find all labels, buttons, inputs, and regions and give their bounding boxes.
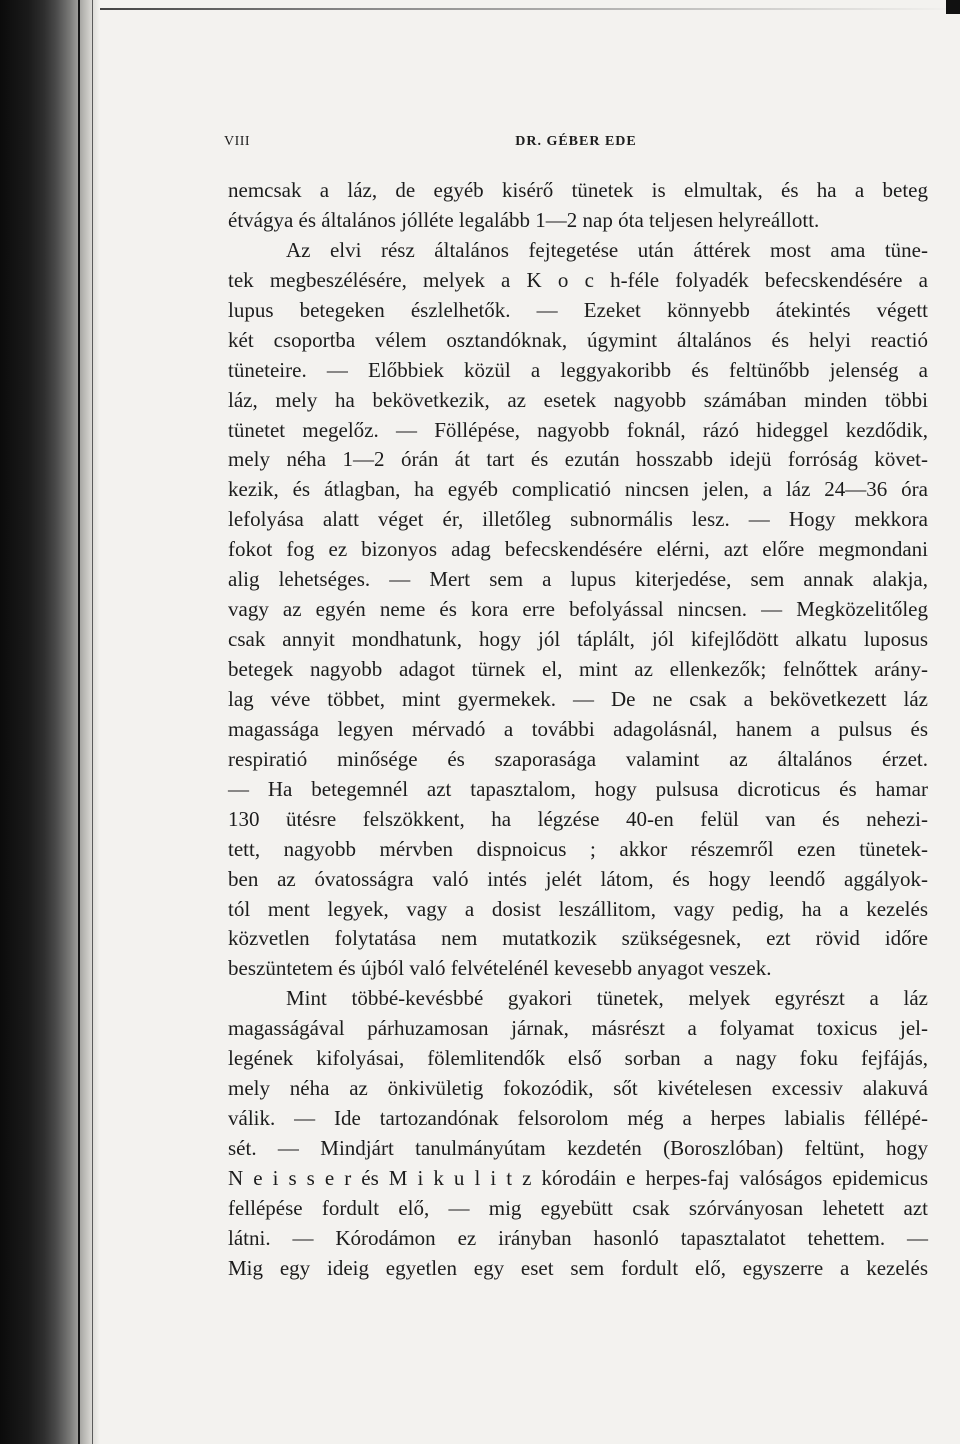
- page-top-edge: [100, 8, 960, 10]
- scan-corner: [946, 0, 960, 14]
- text-line: Az elvi rész általános fejtegetése után áttérek most ama tüne-: [286, 237, 928, 262]
- text-line: N e i s s e r és M i k u l i t z kórodáin e herpes-faj valóságos epidemicus: [228, 1165, 928, 1190]
- text-line: láz, mely ha bekövetkezik, az esetek nagyobb számában minden többi: [228, 387, 928, 412]
- text-line: magassága legyen mérvadó a további adagolásnál, hanem a pulsus és: [228, 716, 928, 741]
- running-head: [224, 134, 928, 154]
- text-line: fellépése fordult elő, — mig egyebütt csak szórványosan lehetett azt: [228, 1195, 928, 1220]
- text-line: Mint többé-kevésbbé gyakori tünetek, melyek egyrészt a láz: [286, 986, 928, 1011]
- text-line: Mig egy ideig egyetlen egy eset sem fordult elő, egyszerre a kezelés: [228, 1255, 928, 1280]
- text-line: legének kifolyásai, fölemlitendők első sorban a nagy foku fejfájás,: [228, 1046, 928, 1071]
- text-line: látni. — Kórodámon ez irányban hasonló tapasztalatot tehettem. —: [228, 1225, 928, 1250]
- text-line: csak annyit mondhatunk, hogy jól táplált, jól kifejlődött alkatu luposus: [228, 627, 928, 652]
- text-line: — Ha betegemnél azt tapasztalom, hogy pulsusa dicroticus és hamar: [228, 776, 928, 801]
- running-head-author: DR. GÉBER EDE: [515, 134, 637, 149]
- text-line: lefolyása alatt véget ér, illetőleg subnormális lesz. — Hogy mekkora: [228, 507, 928, 532]
- text-line: sét. — Mindjárt tanulmányútam kezdetén (Boroszlóban) feltünt, hogy: [228, 1136, 928, 1160]
- text-line: tünetet megelőz. — Föllépése, nagyobb foknál, rázó hideggel kezdődik,: [228, 417, 928, 442]
- text-line: alig lehetséges. — Mert sem a lupus kiterjedése, sem annak alakja,: [228, 567, 928, 592]
- book-binding-shadow: [0, 0, 100, 1444]
- text-line: betegek nagyobb adagot türnek el, mint az ellenkezők; felnőttek arány-: [228, 657, 928, 681]
- text-line: válik. — Ide tartozandónak felsorolom még a herpes labialis féllépé-: [228, 1106, 928, 1131]
- text-line: tüneteire. — Előbbiek közül a leggyakoribb és feltünőbb jelenség a: [228, 357, 928, 382]
- text-line: ben az óvatosságra való intés jelét látom, és hogy leendő aggályok-: [228, 866, 928, 891]
- text-line: két csoportba vélem osztandóknak, úgymint általános és helyi reactió: [228, 327, 928, 352]
- body-text: [228, 176, 928, 1284]
- text-line: fokot fog ez bizonyos adag befecskendésére elérni, azt előre megmondani: [228, 537, 928, 562]
- text-line: magasságával párhuzamosan járnak, másrészt a folyamat toxicus jel-: [228, 1016, 928, 1041]
- text-line: közvetlen folytatása nem mutatkozik szükségesnek, ezt rövid időre: [228, 926, 928, 951]
- text-line: kezik, és átlagban, ha egyéb complicatió nincsen jelen, a láz 24—36 óra: [228, 477, 928, 502]
- text-line: tett, nagyobb mérvben dispnoicus ; akkor részemről ezen tünetek-: [228, 836, 928, 861]
- text-line: nemcsak a láz, de egyéb kisérő tünetek is elmultak, és ha a beteg: [228, 178, 928, 202]
- text-line: 130 ütésre felszökkent, ha légzése 40-en felül van és nehezi-: [228, 806, 928, 831]
- text-line: tek megbeszélésére, melyek a K o c h-féle folyadék befecskendésére a: [228, 267, 928, 292]
- text-line: lupus betegeken észlelhetők. — Ezeket könnyebb átekintés végett: [228, 297, 928, 322]
- text-line: tól ment legyek, vagy a dosist leszállitom, vagy pedig, ha a kezelés: [228, 896, 928, 921]
- text-line: mely néha 1—2 órán át tart és ezután hosszabb idejü forróság követ-: [228, 447, 928, 472]
- page-number: VIII: [224, 134, 251, 149]
- binding-edge-line: [92, 0, 93, 1444]
- text-line: lag véve többet, mint gyermekek. — De ne csak a bekövetkezett láz: [228, 686, 928, 711]
- text-line: étvágya és általános jólléte legalább 1—2 nap óta teljesen helyreállott.: [228, 207, 820, 232]
- text-line: beszüntetem és újból való felvételénél kevesebb anyagot veszek.: [228, 956, 772, 981]
- text-line: respiratió minősége és szaporasága valamint az általános érzet.: [228, 746, 928, 771]
- text-line: mely néha az önkivületig fokozódik, sőt kivételesen excessiv alakuvá: [228, 1076, 928, 1101]
- binding-edge-line: [78, 0, 80, 1444]
- text-line: vagy az egyén neme és kora erre befolyással nincsen. — Megközelitőleg: [228, 597, 928, 622]
